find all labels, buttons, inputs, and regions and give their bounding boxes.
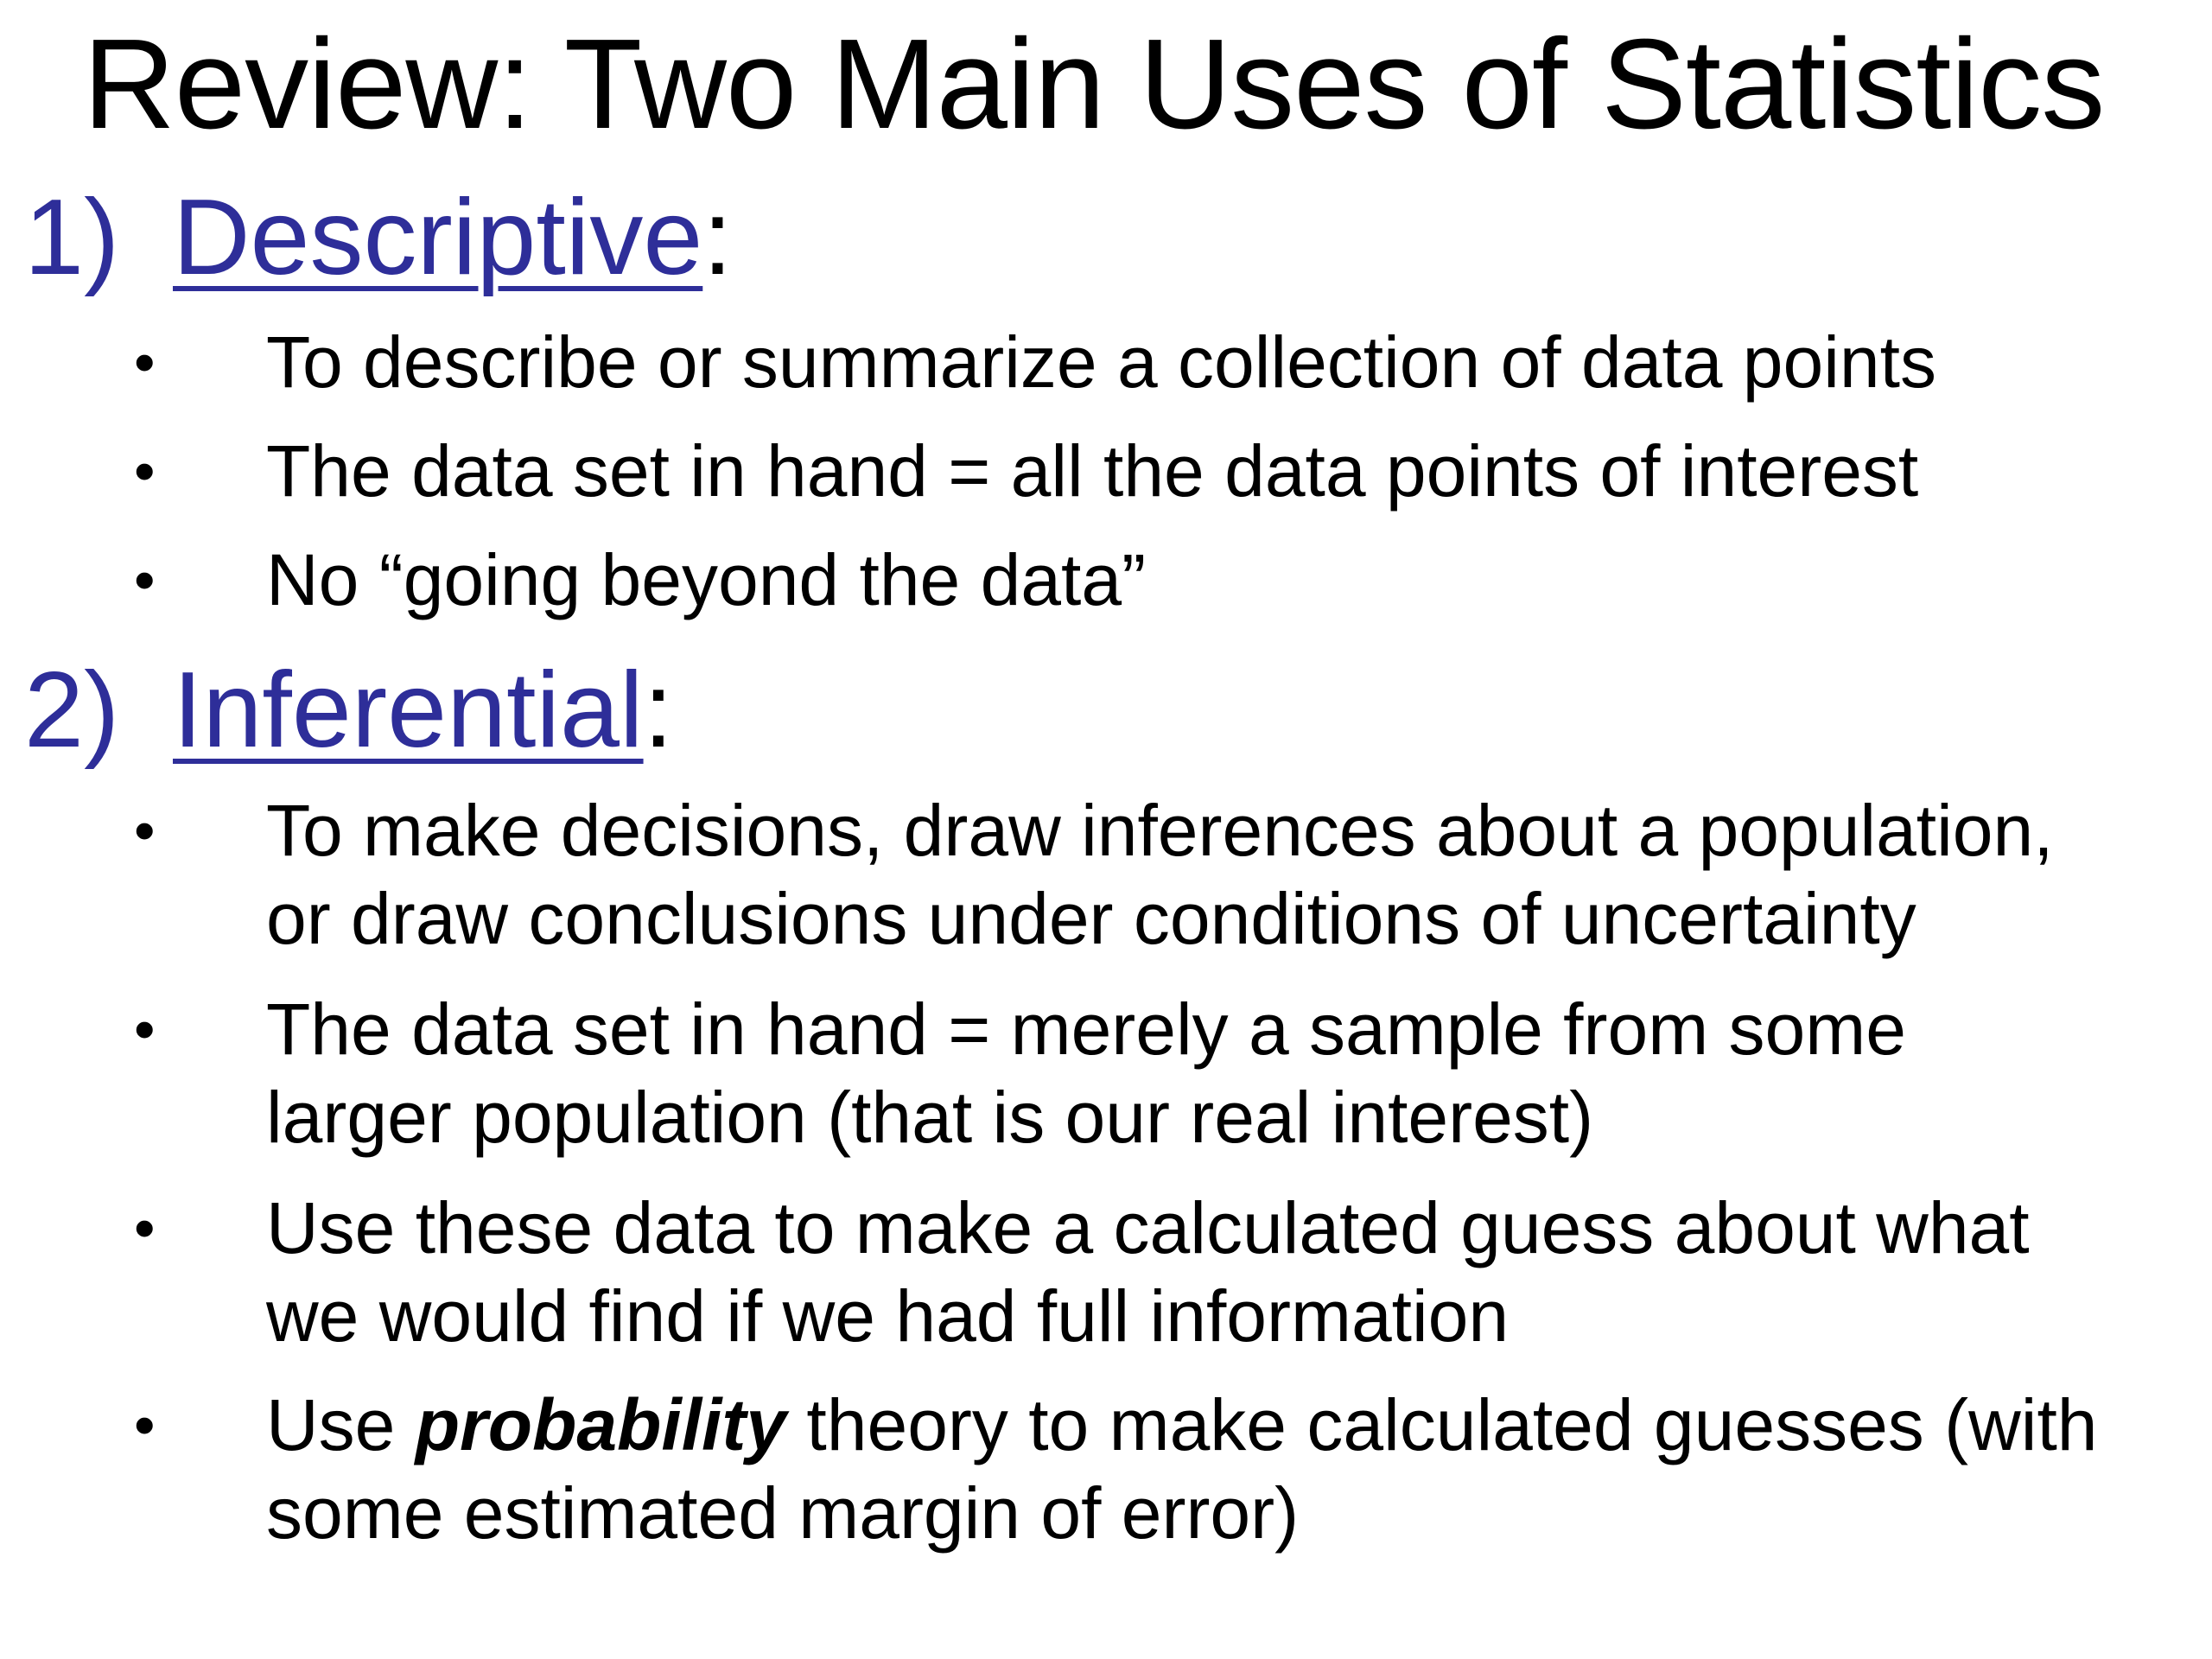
bullet-icon: • [134,437,156,505]
bullet-text-line: some estimated margin of error) [266,1472,1300,1554]
bullet-text-line: or draw conclusions under conditions of uncertainty [266,878,1916,959]
section-colon: : [702,178,733,297]
bullet-icon: • [134,797,156,864]
section-label-inferential[interactable]: Inferential [173,651,644,770]
bullet-icon: • [134,546,156,613]
section-label-descriptive[interactable]: Descriptive [173,178,703,297]
slide-title: Review: Two Main Uses of Statistics [83,13,2105,156]
bullet-icon: • [134,328,156,396]
bullet-text-line: we would find if we had full information [266,1275,1510,1357]
section-descriptive-heading [24,177,733,298]
section-number: 1) [24,178,120,297]
section-inferential-heading [24,650,673,771]
bullet-text: To describe or summarize a collection of data points [266,321,1936,403]
bullet-text-pre: Use [266,1384,416,1465]
bullet-text-line: Use these data to make a calculated guess about what [266,1187,2030,1268]
bullet-text-line: To make decisions, draw inferences about a population, [266,790,2054,871]
bullet-text: The data set in hand = all the data points of interest [266,430,1919,512]
bullet-text: No “going beyond the data” [266,539,1147,620]
section-number: 2) [24,651,120,770]
bullet-icon: • [134,995,156,1063]
bullet-text-line: larger population (that is our real interest) [266,1077,1594,1158]
section-colon: : [643,651,674,770]
bullet-icon: • [134,1194,156,1262]
bullet-text-line: The data set in hand = merely a sample from some [266,988,1906,1070]
bullet-text-post: theory to make calculated guesses (with [786,1384,2098,1465]
bullet-icon: • [134,1391,156,1459]
emphasis-probability: probability [415,1384,787,1465]
